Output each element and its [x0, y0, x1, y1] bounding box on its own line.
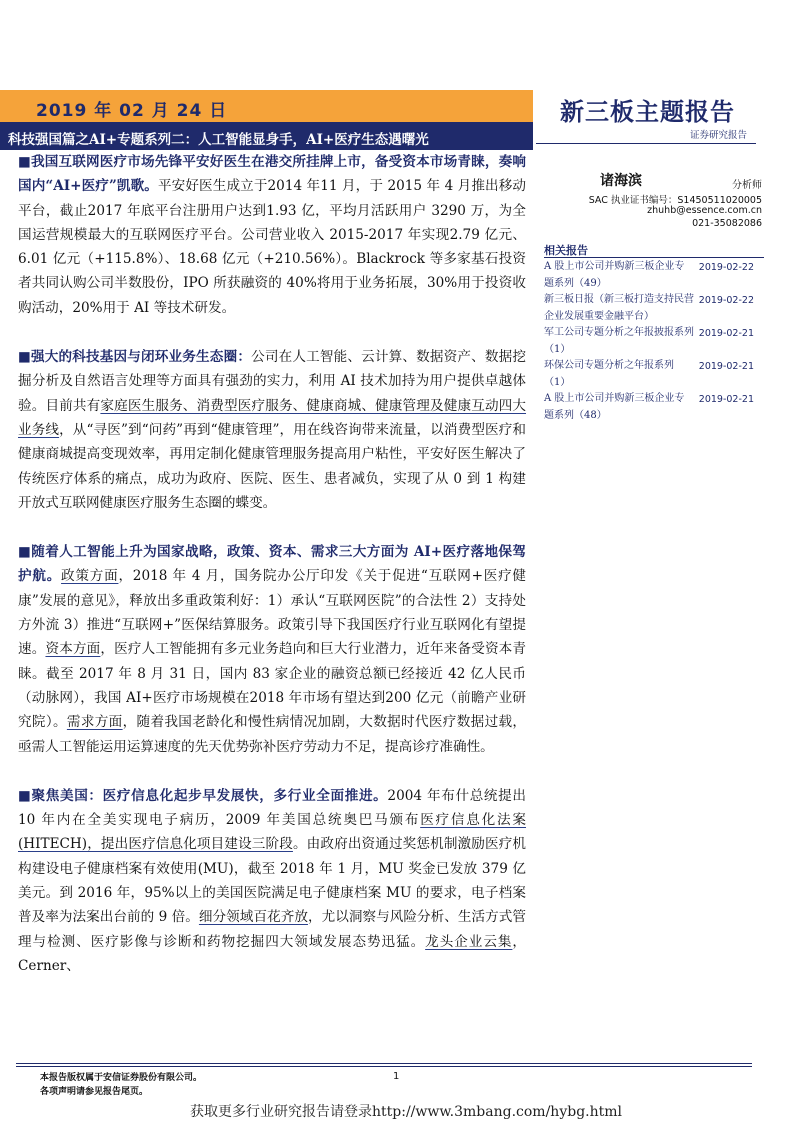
paragraph-4-text-3: ，尤以洞察与风险分析、生活方式管理与检测、医疗影像与诊断和药物挖掘四大领域发展态势迅猛。 — [18, 909, 527, 950]
paragraph-3 — [18, 540, 526, 759]
paragraph-4-text-4: ，Cerner、 — [18, 933, 526, 974]
policy-heading: 政策方面 — [61, 568, 119, 585]
analyst-email[interactable]: zhuhb@essence.com.cn — [647, 205, 762, 216]
analyst-phone: 021-35082086 — [692, 218, 762, 229]
demand-heading: 需求方面 — [66, 714, 123, 731]
paragraph-1-lead: ■我国互联网医疗市场先锋平安好医生在港交所挂牌上市，备受资本市场青睐，奏响国内“AI+医疗”凯歌。 — [18, 154, 526, 195]
paragraph-1 — [18, 150, 526, 320]
copyright-notice: 本报告版权属于安信证券股份有限公司。 — [40, 1073, 203, 1083]
related-report-item[interactable] — [544, 292, 754, 325]
related-report-title[interactable]: A 股上市公司并购新三板企业专题系列（49） — [544, 261, 685, 289]
related-report-title[interactable]: A 股上市公司并购新三板企业专题系列（48） — [544, 393, 685, 421]
report-date: 2019 年 02 月 24 日 — [36, 101, 228, 121]
report-category: 证券研究报告 — [690, 130, 748, 141]
leaders-highlight: 龙头企业云集 — [425, 933, 513, 950]
related-report-date: 2019-02-21 — [698, 360, 754, 372]
related-report-title[interactable]: 环保公司专题分析之年报系列（1） — [544, 360, 674, 388]
paragraph-4-text-2: 。由政府出资通过奖惩机制激励医疗机构建设电子健康档案有效使用(MU)，截至 2018 年 1 月，MU 奖金已发放 379 亿美元。到 2016 年，95%以上的美国医院满足电子健康档案 MU 的要求，电子档案普及率为法案出台前的 9 倍。 — [18, 836, 527, 926]
footer-divider-bottom — [16, 1066, 752, 1067]
paragraph-3-text-1: ，2018 年 4 月，国务院办公厅印发《关于促进“互联网+医疗健康”发展的意见》，释放出多重政策利好：1）承认“互联网医院”的合法性 2）支持处方外流 3）推进“互联网+”医保结算服务。政策引导下我国医疗行业互联网化有望提速。 — [18, 568, 527, 658]
paragraph-2-lead: ■强大的科技基因与闭环业务生态圈： — [18, 349, 252, 366]
disclaimer-notice: 各项声明请参见报告尾页。 — [40, 1087, 149, 1097]
related-report-date: 2019-02-21 — [698, 327, 754, 339]
paragraph-2 — [18, 345, 526, 515]
analyst-name: 诸海滨 — [600, 173, 642, 189]
capital-heading: 资本方面 — [45, 641, 101, 658]
related-report-date: 2019-02-22 — [698, 294, 754, 306]
related-reports-list — [544, 259, 754, 424]
paragraph-2-highlight: 家庭医生服务、消费型医疗服务、健康商城、健康管理及健康互动四大业务线 — [18, 397, 527, 438]
paragraph-4 — [18, 784, 526, 978]
paragraph-2-text-a: 公司在人工智能、云计算、数据资产、数据挖掘分析及自然语言处理等方面具有强劲的实力，利用 AI 技术加持为用户提供卓越体验。目前共有 — [18, 349, 527, 414]
related-report-item[interactable] — [544, 391, 754, 424]
header-divider — [536, 143, 756, 144]
paragraph-1-text: 平安好医生成立于2014 年11 月，于 2015 年 4 月推出移动平台，截止2017 年底平台注册用户达到1.93 亿，平均月活跃用户 3290 万，为全国运营规模最大的互联网医疗平台。公司营业收入 2015-2017 年实现2.79 亿元、6.01 亿元（+115.8%）、18.68 亿元（+210.56%）。Blackrock 等多家基石投资者共同认购公司半数股份，IPO 所获融资的 40%将用于业务拓展，30%用于投资收购活动，20%用于 AI 等技术研发。 — [18, 178, 527, 316]
related-report-date: 2019-02-21 — [698, 393, 754, 405]
footer-divider-top — [16, 1063, 752, 1064]
segments-highlight: 细分领域百花齐放 — [198, 909, 308, 926]
report-subtitle: 科技强国篇之AI+专题系列二：人工智能显身手，AI+医疗生态遇曙光 — [8, 132, 429, 148]
paragraph-3-text-2: ，医疗人工智能拥有多元业务趋向和巨大行业潜力，近年来备受资本青睐。截至 2017 年 8 月 31 日，国内 83 家企业的融资总额已经接近 42 亿人民币（动脉网），我国 AI+医疗市场规模在2018 年市场有望达到200 亿元（前瞻产业研究院）。 — [18, 641, 527, 731]
analyst-sac: SAC 执业证书编号：S1450511020005 — [588, 195, 762, 206]
paragraph-3-lead: ■随着人工智能上升为国家战略，政策、资本、需求三大方面为 AI+医疗落地保驾护航。 — [18, 544, 526, 585]
report-type-title: 新三板主题报告 — [560, 97, 735, 126]
related-divider — [544, 257, 764, 258]
paragraph-4-text-1: 2004 年布什总统提出 10 年内在全美实现电子病历，2009 年美国总统奥巴马颁布 — [18, 787, 526, 829]
download-link[interactable]: 获取更多行业研究报告请登录http://www.3mbang.com/hybg.html — [190, 1104, 622, 1120]
paragraph-4-lead: ■聚焦美国：医疗信息化起步早发展快，多行业全面推进。 — [18, 787, 388, 804]
related-report-title[interactable]: 军工公司专题分析之年报披报系列（1） — [544, 327, 694, 355]
analyst-role: 分析师 — [732, 180, 762, 191]
paragraph-3-text-3: ，随着我国老龄化和慢性病情况加剧，大数据时代医疗数据过载，亟需人工智能运用运算速度的先天优势弥补医疗劳动力不足，提高诊疗准确性。 — [18, 714, 527, 755]
paragraph-2-text-b: ，从“寻医”到“问药”再到“健康管理”，用在线咨询带来流量，以消费型医疗和健康商城提高变现效率，再用定制化健康管理服务提高用户粘性，平安好医生解决了传统医疗体系的痛点，成功为政府、医院、医生、患者减负，实现了从 0 到 1 构建开放式互联网健康医疗服务生态圈的蝶变。 — [18, 421, 527, 511]
related-report-item[interactable] — [544, 259, 754, 292]
related-report-title[interactable]: 新三板日报（新三板打造支持民营企业发展重要金融平台） — [544, 294, 694, 322]
related-report-date: 2019-02-22 — [698, 261, 754, 273]
page-number: 1 — [393, 1071, 400, 1082]
related-reports-title: 相关报告 — [544, 244, 588, 257]
hitech-highlight: 医疗信息化法案(HITECH)，提出医疗信息化项目建设三阶段 — [18, 812, 526, 853]
main-content — [18, 150, 526, 1003]
related-report-item[interactable] — [544, 358, 754, 391]
related-report-item[interactable] — [544, 325, 754, 358]
